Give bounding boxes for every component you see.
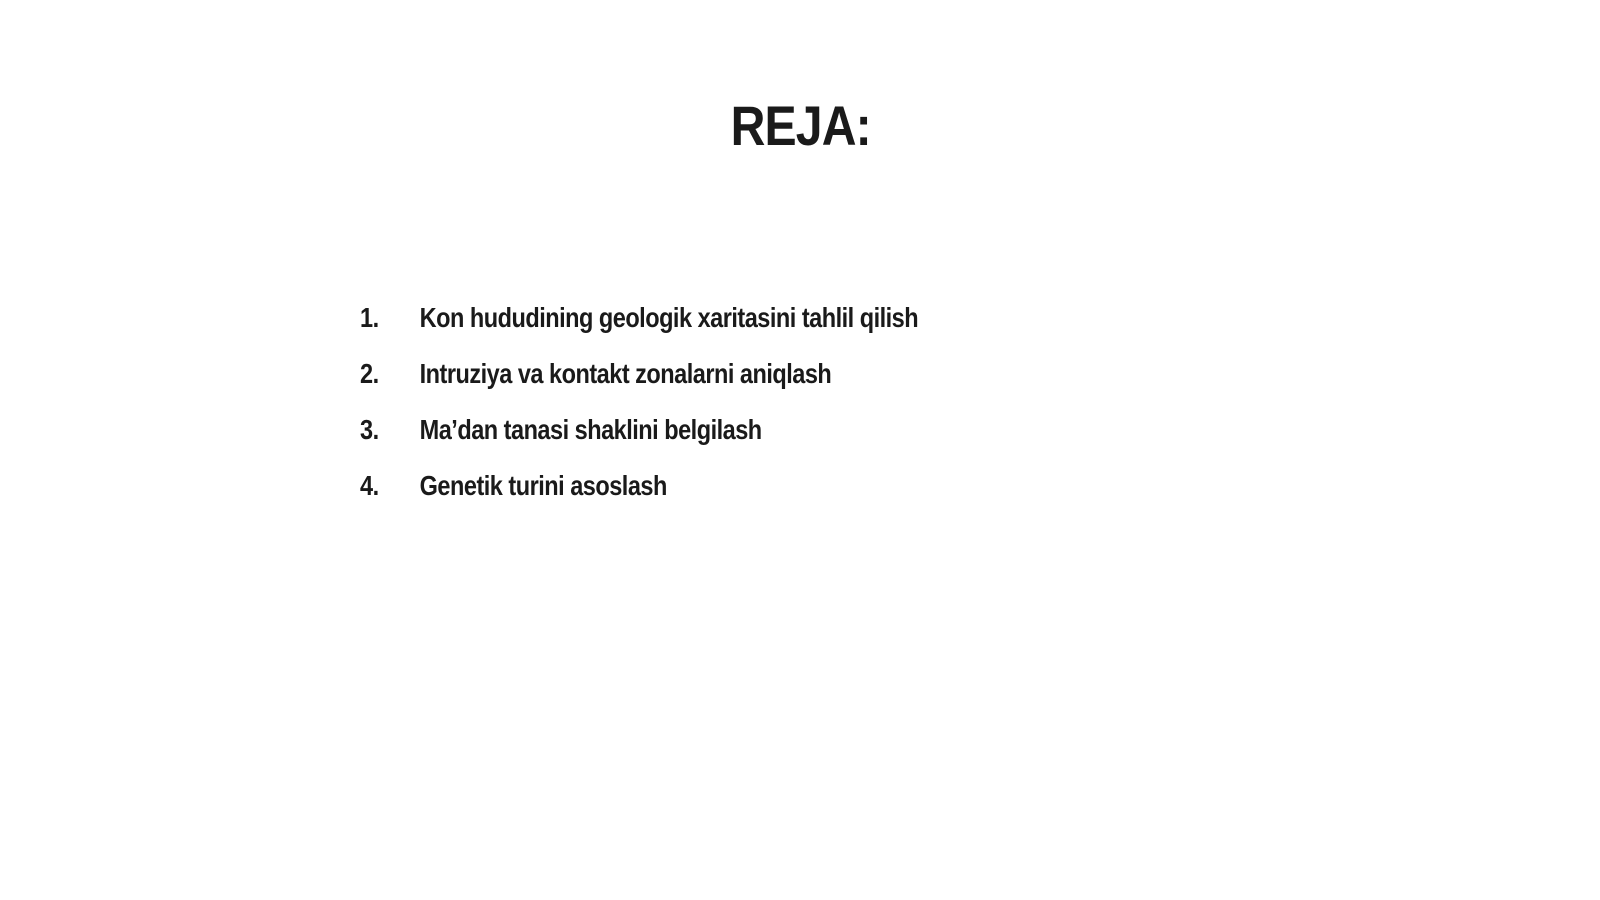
plan-item-text: Intruziya va kontakt zonalarni aniqlash [419,358,832,389]
plan-item-number: 1. [360,302,379,333]
plan-item-text: Kon hududining geologik xaritasini tahlil qilish [419,302,919,333]
plan-item-text: Genetik turini asoslash [419,470,667,501]
plan-item-number: 3. [360,414,379,445]
plan-list [360,290,1024,514]
plan-item-2 [360,346,918,402]
plan-item-number: 2. [360,358,379,389]
slide-title: REJA: [730,94,871,157]
plan-item-3 [360,402,918,458]
plan-item-4 [360,458,918,514]
plan-item-text: Ma’dan tanasi shaklini belgilash [419,414,762,445]
plan-item-1 [360,290,918,346]
plan-item-number: 4. [360,470,379,501]
